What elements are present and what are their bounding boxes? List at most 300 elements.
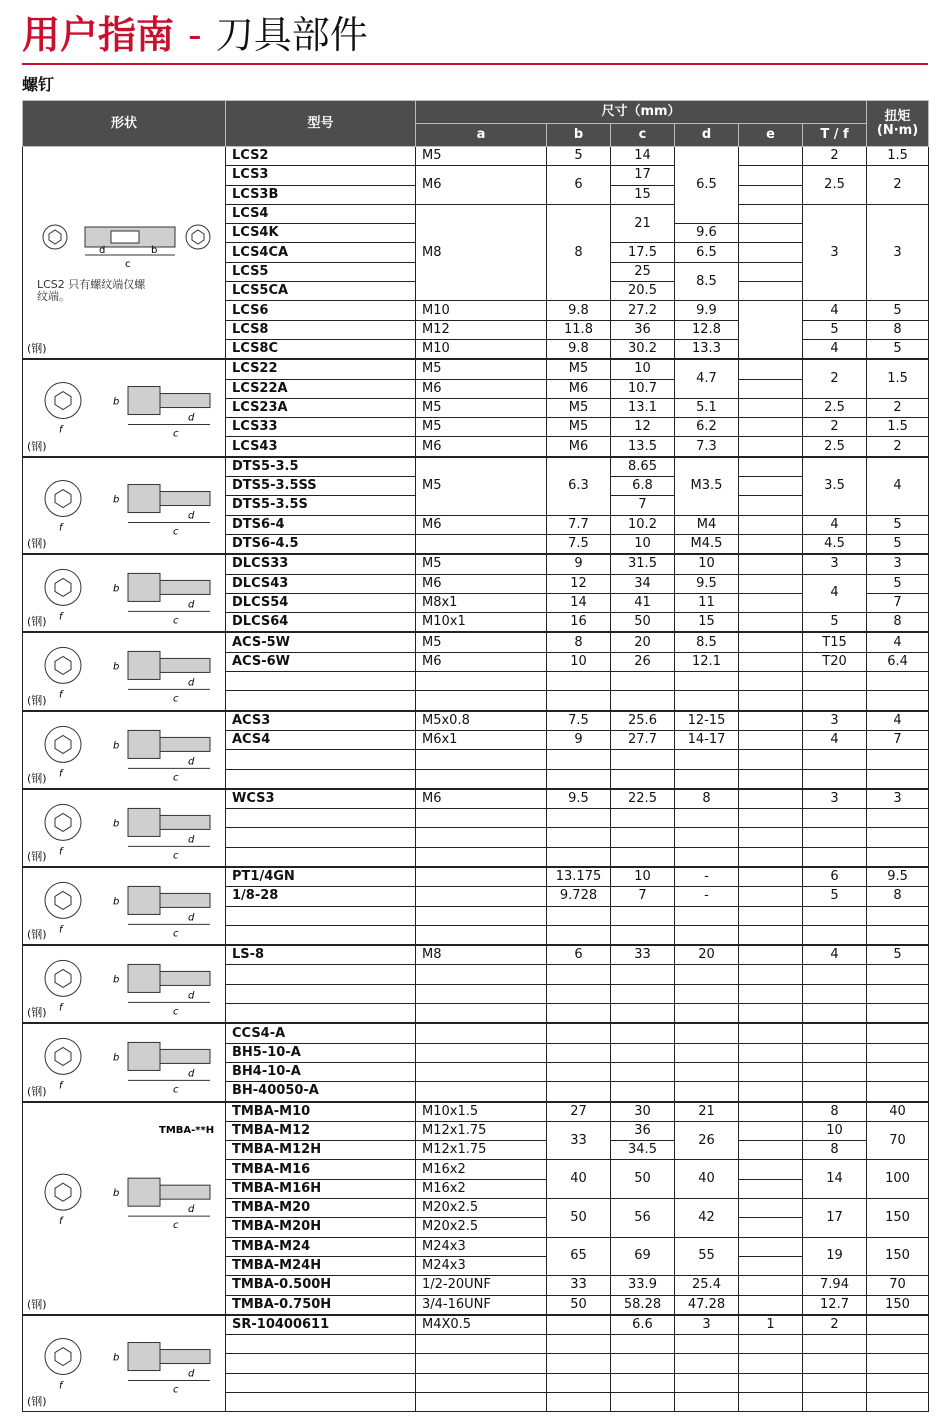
svg-text:c: c [173, 772, 179, 784]
cell-c: 36 [611, 320, 675, 339]
cell-c: 36 [611, 1121, 675, 1140]
cell-a: M10x1.5 [416, 1102, 547, 1122]
svg-text:f: f [59, 611, 63, 623]
cell-torque: 4 [867, 711, 929, 731]
svg-text:b: b [151, 245, 158, 256]
cell-t: T15 [803, 632, 867, 652]
cell-t: 7.94 [803, 1276, 867, 1295]
cell-b [547, 1373, 611, 1392]
cell-b: 16 [547, 613, 611, 633]
cell-model: LCS3 [226, 166, 416, 185]
table-row [23, 147, 929, 166]
cell-d [675, 1043, 739, 1062]
cell-d: - [675, 867, 739, 887]
cell-e [739, 515, 803, 534]
cell-model: BH4-10-A [226, 1062, 416, 1081]
cell-e [739, 672, 803, 691]
svg-text:c: c [173, 1384, 179, 1396]
cell-a [416, 1043, 547, 1062]
cell-t [803, 1373, 867, 1392]
cell-c: 33.9 [611, 1276, 675, 1295]
cell-e [739, 906, 803, 925]
cell-e [739, 593, 803, 612]
cell-t: 12.7 [803, 1295, 867, 1315]
cell-d: 8.5 [675, 262, 739, 301]
tmba-h-label: TMBA-**H [159, 1124, 215, 1136]
cell-e: 1 [739, 1315, 803, 1335]
cell-torque: 3 [867, 554, 929, 574]
cell-e [739, 1062, 803, 1081]
cell-e [739, 534, 803, 554]
cell-model [226, 906, 416, 925]
cell-torque: 4 [867, 457, 929, 515]
cell-t [803, 828, 867, 847]
cell-d: M4.5 [675, 534, 739, 554]
cell-t: 4 [803, 574, 867, 613]
cell-model: DTS5-3.5SS [226, 477, 416, 496]
cell-t [803, 1043, 867, 1062]
cell-d: 21 [675, 1102, 739, 1122]
cell-b: M6 [547, 437, 611, 457]
cell-e [739, 496, 803, 515]
cell-model: LCS6 [226, 301, 416, 320]
page-title [22, 10, 368, 60]
svg-text:d: d [188, 756, 195, 768]
cell-e [739, 301, 803, 359]
screw-diagram-icon [23, 360, 226, 456]
cell-b [547, 750, 611, 769]
cell-t: 3 [803, 711, 867, 731]
svg-text:b: b [113, 396, 120, 408]
cell-c [611, 1043, 675, 1062]
cell-model: TMBA-M12 [226, 1121, 416, 1140]
cell-b [547, 828, 611, 847]
cell-e [739, 711, 803, 731]
cell-c [611, 1335, 675, 1354]
cell-torque [867, 828, 929, 847]
material-label: (钢) [27, 928, 47, 942]
cell-torque: 3 [867, 204, 929, 300]
cell-t [803, 1354, 867, 1373]
cell-torque: 5 [867, 945, 929, 965]
cell-torque [867, 1373, 929, 1392]
cell-b [547, 1043, 611, 1062]
cell-b: 13.175 [547, 867, 611, 887]
cell-t: 5 [803, 887, 867, 906]
cell-b [547, 1062, 611, 1081]
cell-model: TMBA-M16 [226, 1160, 416, 1179]
cell-e [739, 1295, 803, 1315]
svg-text:b: b [113, 661, 120, 673]
svg-text:b: b [113, 818, 120, 830]
cell-a: M4X0.5 [416, 1315, 547, 1335]
cell-torque: 7 [867, 730, 929, 749]
cell-c: 10 [611, 867, 675, 887]
cell-torque: 70 [867, 1276, 929, 1295]
cell-b: 6.3 [547, 457, 611, 515]
screw-diagram-icon [23, 458, 226, 554]
cell-model [226, 984, 416, 1003]
cell-c: 15 [611, 185, 675, 204]
cell-model: DLCS43 [226, 574, 416, 593]
cell-torque: 3 [867, 789, 929, 809]
svg-text:d: d [188, 1068, 195, 1080]
cell-b [547, 906, 611, 925]
cell-d [675, 1062, 739, 1081]
cell-torque [867, 672, 929, 691]
cell-e [739, 418, 803, 437]
cell-torque: 2 [867, 166, 929, 205]
cell-c: 50 [611, 613, 675, 633]
svg-text:f: f [59, 689, 63, 701]
cell-d: - [675, 887, 739, 906]
cell-d: 3 [675, 1315, 739, 1335]
material-label: (钢) [27, 1395, 47, 1409]
cell-b: 7.7 [547, 515, 611, 534]
cell-t [803, 1335, 867, 1354]
cell-model [226, 672, 416, 691]
cell-b [547, 1335, 611, 1354]
cell-e [739, 730, 803, 749]
cell-e [739, 166, 803, 185]
cell-e [739, 789, 803, 809]
svg-text:c: c [173, 1084, 179, 1096]
cell-e [739, 554, 803, 574]
screw-diagram-icon [23, 633, 226, 710]
cell-model: TMBA-0.750H [226, 1295, 416, 1315]
cell-e [739, 262, 803, 281]
cell-e [739, 828, 803, 847]
svg-text:d: d [188, 912, 195, 924]
cell-d [675, 672, 739, 691]
cell-e [739, 965, 803, 984]
cell-t: 4 [803, 301, 867, 320]
cell-a: M10 [416, 301, 547, 320]
cell-t [803, 906, 867, 925]
cell-torque: 2 [867, 398, 929, 417]
cell-model: TMBA-M12H [226, 1141, 416, 1160]
cell-torque [867, 1082, 929, 1102]
cell-b: 8 [547, 204, 611, 300]
svg-text:c: c [173, 615, 179, 627]
cell-torque [867, 691, 929, 711]
cell-e [739, 925, 803, 945]
cell-a [416, 906, 547, 925]
cell-d: 14-17 [675, 730, 739, 749]
cell-c [611, 828, 675, 847]
cell-c: 14 [611, 147, 675, 166]
cell-c [611, 809, 675, 828]
cell-c: 17.5 [611, 243, 675, 262]
cell-torque: 5 [867, 301, 929, 320]
cell-torque [867, 1335, 929, 1354]
cell-model: LCS3B [226, 185, 416, 204]
cell-e [739, 477, 803, 496]
cell-b: M5 [547, 418, 611, 437]
cell-a: M5 [416, 147, 547, 166]
cell-d: 11 [675, 593, 739, 612]
cell-t [803, 965, 867, 984]
screw-spec-table [22, 100, 929, 1412]
cell-torque: 100 [867, 1160, 929, 1199]
cell-torque: 1.5 [867, 359, 929, 398]
table-row [23, 1315, 929, 1335]
svg-text:f: f [59, 1380, 63, 1392]
svg-text:c: c [173, 428, 179, 440]
cell-torque: 9.5 [867, 867, 929, 887]
cell-e [739, 847, 803, 867]
cell-t: 3 [803, 204, 867, 300]
cell-torque: 8 [867, 887, 929, 906]
cell-c: 30.2 [611, 339, 675, 359]
cell-e [739, 1141, 803, 1160]
cell-a: M16x2 [416, 1179, 547, 1198]
cell-t: 2 [803, 147, 867, 166]
cell-a: M6 [416, 515, 547, 534]
shape-drawing [23, 457, 226, 554]
material-label: (钢) [27, 615, 47, 629]
svg-text:b: b [113, 974, 120, 986]
cell-torque: 40 [867, 1102, 929, 1122]
material-label: (钢) [27, 342, 47, 356]
cell-t: 3.5 [803, 457, 867, 515]
cell-model: CCS4-A [226, 1023, 416, 1043]
cell-e [739, 984, 803, 1003]
cell-torque: 2 [867, 437, 929, 457]
cell-model: WCS3 [226, 789, 416, 809]
cell-model: ACS-5W [226, 632, 416, 652]
cell-t: 19 [803, 1237, 867, 1276]
header-b: b [547, 124, 611, 147]
torque-unit: (N·m) [876, 122, 919, 138]
svg-text:d: d [188, 834, 195, 846]
header-d: d [675, 124, 739, 147]
cell-d: 12.1 [675, 652, 739, 671]
cell-torque: 5 [867, 339, 929, 359]
cell-b: 40 [547, 1160, 611, 1199]
cell-e [739, 1179, 803, 1198]
cell-e [739, 1102, 803, 1122]
cell-d: 25.4 [675, 1276, 739, 1295]
cell-model [226, 750, 416, 769]
svg-text:f: f [59, 924, 63, 936]
cell-model: 1/8-28 [226, 887, 416, 906]
cell-model: TMBA-M24H [226, 1256, 416, 1275]
cell-e [739, 1199, 803, 1218]
cell-model [226, 1004, 416, 1024]
cell-e [739, 437, 803, 457]
cell-t: 2 [803, 359, 867, 398]
cell-model: LCS22 [226, 359, 416, 379]
cell-model [226, 769, 416, 789]
cell-model [226, 1373, 416, 1392]
cell-b: 65 [547, 1237, 611, 1276]
cell-e [739, 652, 803, 671]
cell-b [547, 1354, 611, 1373]
cell-d [675, 1023, 739, 1043]
cell-model: LCS4 [226, 204, 416, 223]
cell-t [803, 750, 867, 769]
cell-model: ACS3 [226, 711, 416, 731]
cell-a: M20x2.5 [416, 1199, 547, 1218]
cell-e [739, 867, 803, 887]
cell-c: 27.7 [611, 730, 675, 749]
cell-t [803, 769, 867, 789]
cell-d [675, 1393, 739, 1412]
cell-t: 5 [803, 613, 867, 633]
cell-b: 9.8 [547, 301, 611, 320]
cell-b: 50 [547, 1199, 611, 1238]
cell-torque [867, 984, 929, 1003]
cell-t: 4 [803, 945, 867, 965]
cell-d: 20 [675, 945, 739, 965]
cell-c [611, 1004, 675, 1024]
section-heading: 螺钉 [22, 75, 55, 94]
cell-a [416, 1023, 547, 1043]
cell-e [739, 359, 803, 379]
header-t: T / f [803, 124, 867, 147]
cell-a: M6 [416, 166, 547, 205]
cell-b [547, 672, 611, 691]
cell-a [416, 750, 547, 769]
cell-d: 9.6 [675, 224, 739, 243]
cell-c: 10 [611, 534, 675, 554]
cell-c [611, 1373, 675, 1392]
screw-diagram-icon [23, 1103, 226, 1315]
material-label: (钢) [27, 439, 47, 453]
cell-torque [867, 1315, 929, 1335]
title-underline [22, 63, 928, 65]
svg-text:b: b [113, 1052, 120, 1064]
cell-a: M12x1.75 [416, 1141, 547, 1160]
cell-t: 3 [803, 789, 867, 809]
cell-d [675, 691, 739, 711]
cell-torque: 8 [867, 320, 929, 339]
cell-t: 2 [803, 1315, 867, 1335]
shape-drawing [23, 147, 226, 360]
cell-d: 6.2 [675, 418, 739, 437]
cell-model: BH-40050-A [226, 1082, 416, 1102]
svg-text:d: d [188, 1368, 195, 1380]
table-row [23, 789, 929, 809]
cell-c [611, 1062, 675, 1081]
cell-t: 6 [803, 867, 867, 887]
cell-a: M5x0.8 [416, 711, 547, 731]
cell-b: 5 [547, 147, 611, 166]
cell-e [739, 750, 803, 769]
cell-t: 3 [803, 554, 867, 574]
cell-a [416, 984, 547, 1003]
cell-e [739, 691, 803, 711]
cell-e [739, 185, 803, 204]
cell-model [226, 925, 416, 945]
svg-text:c: c [173, 693, 179, 705]
cell-e [739, 282, 803, 301]
cell-c: 27.2 [611, 301, 675, 320]
cell-e [739, 1004, 803, 1024]
cell-t: 8 [803, 1141, 867, 1160]
header-e: e [739, 124, 803, 147]
cell-e [739, 1237, 803, 1256]
cell-c: 34.5 [611, 1141, 675, 1160]
material-label: (钢) [27, 1084, 47, 1098]
cell-b: 10 [547, 652, 611, 671]
cell-t: 2.5 [803, 437, 867, 457]
cell-d: 9.5 [675, 574, 739, 593]
cell-c [611, 965, 675, 984]
cell-a [416, 828, 547, 847]
cell-t [803, 672, 867, 691]
cell-a: M5 [416, 418, 547, 437]
cell-torque: 150 [867, 1199, 929, 1238]
cell-a: M12x1.75 [416, 1121, 547, 1140]
cell-c: 7 [611, 496, 675, 515]
cell-t: 2 [803, 418, 867, 437]
cell-a [416, 847, 547, 867]
screw-diagram-icon [23, 147, 226, 359]
table-row [23, 1102, 929, 1122]
cell-b [547, 691, 611, 711]
cell-torque: 150 [867, 1295, 929, 1315]
svg-text:b: b [113, 1187, 120, 1199]
cell-torque: 1.5 [867, 418, 929, 437]
cell-a [416, 1354, 547, 1373]
cell-c: 6.8 [611, 477, 675, 496]
cell-d [675, 1373, 739, 1392]
cell-b [547, 1393, 611, 1412]
cell-b: 9.5 [547, 789, 611, 809]
cell-torque: 150 [867, 1237, 929, 1276]
cell-t: 4 [803, 730, 867, 749]
cell-e [739, 243, 803, 262]
cell-model: LCS2 [226, 147, 416, 166]
cell-model: LCS33 [226, 418, 416, 437]
svg-text:d: d [188, 990, 195, 1002]
cell-c: 13.5 [611, 437, 675, 457]
cell-d [675, 847, 739, 867]
cell-c [611, 1393, 675, 1412]
cell-b [547, 1082, 611, 1102]
cell-a: M6 [416, 574, 547, 593]
cell-t: 5 [803, 320, 867, 339]
svg-text:c: c [125, 259, 131, 270]
cell-c [611, 847, 675, 867]
shape-drawing [23, 632, 226, 710]
cell-a: M5 [416, 554, 547, 574]
cell-model: TMBA-M20 [226, 1199, 416, 1218]
header-c: c [611, 124, 675, 147]
cell-model [226, 1393, 416, 1412]
cell-d: 6.5 [675, 147, 739, 224]
cell-b [547, 769, 611, 789]
cell-d: M3.5 [675, 457, 739, 515]
cell-torque: 8 [867, 613, 929, 633]
cell-b: M5 [547, 359, 611, 379]
cell-model: LCS4K [226, 224, 416, 243]
cell-a: M6 [416, 789, 547, 809]
cell-d [675, 1004, 739, 1024]
cell-model: LS-8 [226, 945, 416, 965]
cell-a: M8x1 [416, 593, 547, 612]
material-label: (钢) [27, 693, 47, 707]
cell-c [611, 925, 675, 945]
cell-model: DTS6-4.5 [226, 534, 416, 554]
cell-d: 4.7 [675, 359, 739, 398]
shape-drawing [23, 867, 226, 945]
cell-torque [867, 925, 929, 945]
cell-b [547, 809, 611, 828]
cell-d: 12.8 [675, 320, 739, 339]
